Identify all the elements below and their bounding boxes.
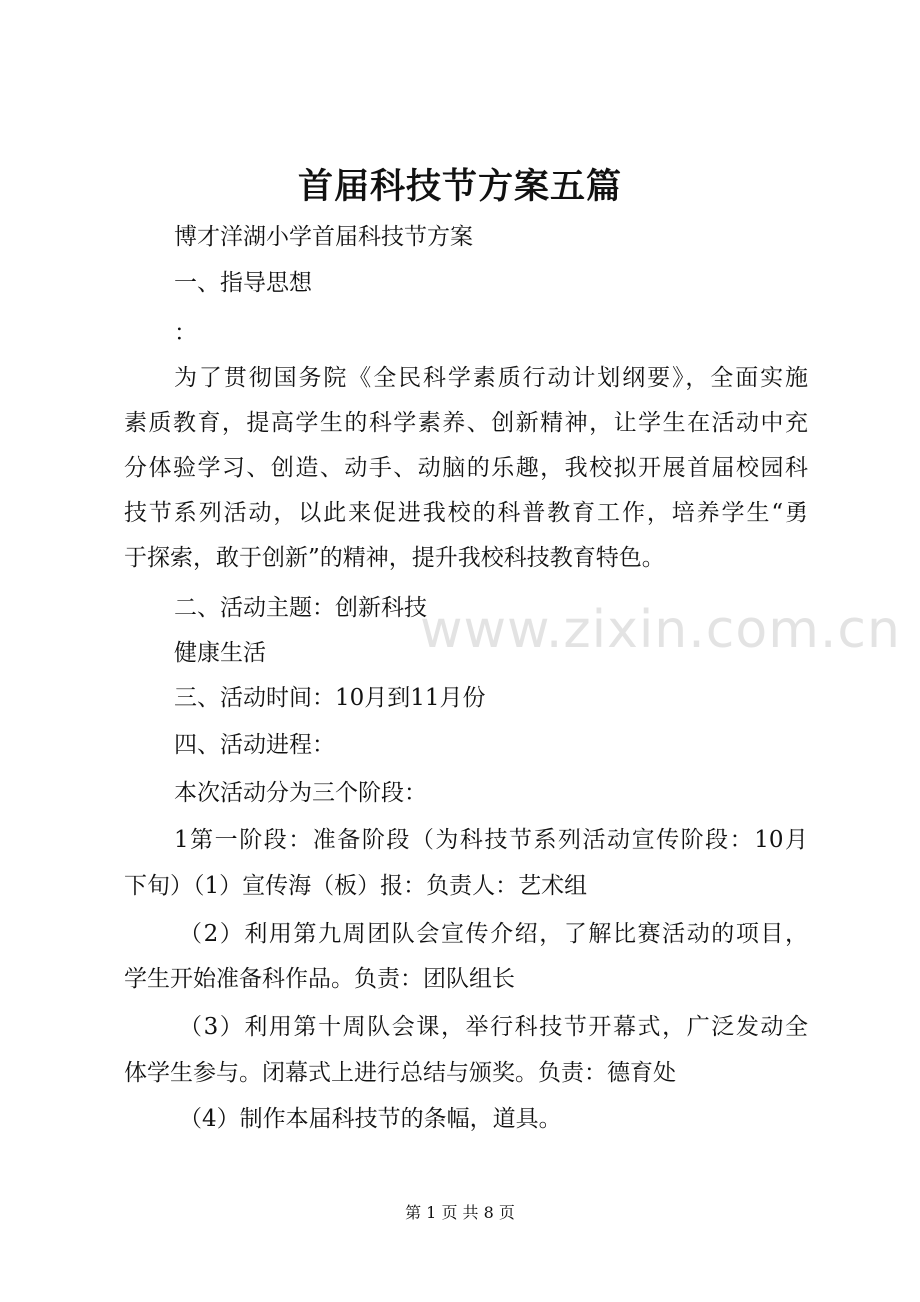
page-footer: 第 1 页 共 8 页 [405, 1203, 515, 1222]
theme-continuation: 健康生活 [174, 640, 266, 666]
paragraph-line: 体学生参与。闭幕式上进行总结与颁奖。负责：德育处 [124, 1060, 676, 1086]
list-item: （4）制作本届科技节的条幅，道具。 [179, 1106, 562, 1132]
document-title: 首届科技节方案五篇 [297, 166, 622, 207]
paragraph-line: 1第一阶段：准备阶段（为科技节系列活动宣传阶段：10月 [174, 827, 808, 853]
paragraph-line: 下旬）（1）宣传海（板）报：负责人：艺术组 [124, 873, 588, 899]
watermark: www.zixin.com.cn [420, 600, 901, 660]
paragraph-line: 分体验学习、创造、动手、动脑的乐趣，我校拟开展首届校园科 [124, 455, 808, 481]
paragraph-line: 学生开始准备科作品。负责：团队组长 [124, 966, 515, 992]
paragraph-line: 于探索，敢于创新”的精神，提升我校科技教育特色。 [124, 545, 665, 571]
section-heading-theme: 二、活动主题：创新科技 [174, 595, 427, 621]
paragraph-line: 本次活动分为三个阶段： [174, 780, 427, 806]
paragraph-line: 技节系列活动，以此来促进我校的科普教育工作，培养学生“勇 [124, 500, 808, 526]
section-heading-time: 三、活动时间：10月到11月份 [174, 685, 486, 711]
colon-line: ： [174, 320, 197, 346]
section-heading-guiding-thought: 一、指导思想 [174, 270, 312, 296]
list-item: （3）利用第十周队会课，举行科技节开幕式，广泛发动全 [179, 1014, 808, 1040]
paragraph-line: 为了贯彻国务院《全民科学素质行动计划纲要》，全面实施 [174, 365, 808, 391]
section-heading-progress: 四、活动进程： [174, 732, 335, 758]
school-plan-heading: 博才洋湖小学首届科技节方案 [174, 224, 473, 250]
list-item: （2）利用第九周团队会宣传介绍，了解比赛活动的项目， [179, 921, 808, 947]
paragraph-line: 素质教育，提高学生的科学素养、创新精神，让学生在活动中充 [124, 410, 808, 436]
